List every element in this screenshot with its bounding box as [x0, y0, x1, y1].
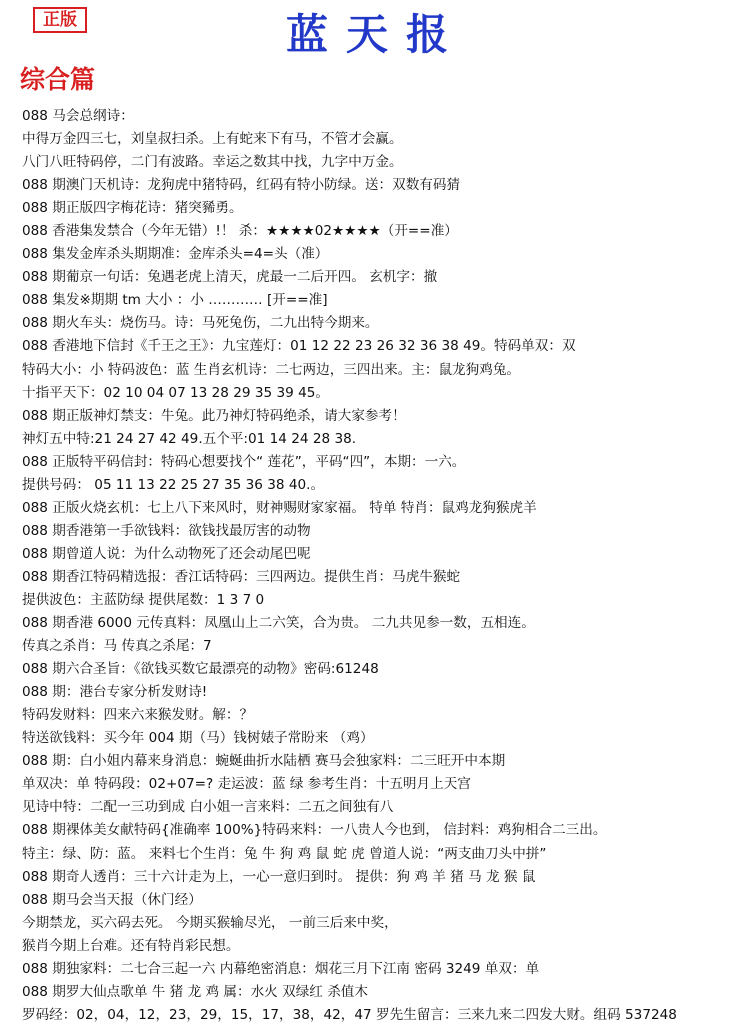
text-line: 088 期奇人透肖：三十六计走为上，一心一意归到时。 提供：狗 鸡 羊 猪 马 龙 猴 鼠	[22, 868, 536, 885]
text-line: 088 集发※期期 tm 大小 ：小 ………… [开==准]	[22, 292, 328, 309]
text-line: 088 期葡京一句话：兔遇老虎上清天，虎最一二后开四。 玄机字：撤	[22, 269, 438, 286]
text-line: 088 期火车头：烧伤马。诗：马死兔伤，二九出特今期来。	[22, 315, 379, 332]
text-line: 088 期曾道人说：为什么动物死了还会动尾巴呢	[22, 545, 311, 562]
text-line: 单双决：单 特码段：02+07=? 走运波：蓝 绿 参考生肖：十五明月上天宫	[22, 776, 471, 793]
text-line: 提供号码： 05 11 13 22 25 27 35 36 38 40.。	[22, 476, 325, 493]
text-line: 088 期裸体美女献特码{准确率 100%}特码来料：一八贵人今也到， 信封料：鸡狗相合二三出。	[22, 822, 607, 839]
text-line: 今期禁龙，买六码去死。 今期买猴输尽光， 一前三后来中奖，	[22, 914, 398, 931]
text-line: 088 正版特平码信封：特码心想要找个“ 莲花”，平码“四”，本期：一六。	[22, 453, 466, 470]
text-line: 088 期香港 6000 元传真料：凤凰山上二六笑，合为贵。 二九共见参一数，五相连。	[22, 615, 535, 632]
text-line: 088 期独家料：二七合三起一六 内幕绝密消息：烟花三月下江南 密码 3249 单双：单	[22, 960, 540, 977]
text-line: 088 期：白小姐内幕来身消息：蜿蜒曲折水陆栖 赛马会独家料：二三旺开中本期	[22, 753, 506, 770]
document-body	[22, 105, 728, 1027]
text-line: 提供波色：主蓝防绿 提供尾数：1 3 7 0	[22, 591, 265, 608]
text-line: 猴肖今期上台难。还有特肖彩民想。	[22, 937, 240, 954]
text-line: 088 正版火烧玄机：七上八下来风时，财神赐财家家福。 特单 特肖：鼠鸡龙狗猴虎羊	[22, 499, 537, 516]
text-line: 八门八旺特码停，二门有波路。幸运之数其中找，九字中万金。	[22, 154, 403, 171]
text-line: 神灯五中特:21 24 27 42 49.五个平:01 14 24 28 38.	[22, 430, 357, 447]
text-line: 特送欲钱料：买今年 004 期（马）钱树婊子常盼来 （鸡）	[22, 730, 374, 747]
text-line: 特主：绿、防：蓝。 来料七个生肖：兔 牛 狗 鸡 鼠 蛇 虎 曾道人说：“两支曲刀头中拼”	[22, 845, 547, 862]
text-line: 特码发财料：四来六来猴发财。解：？	[22, 707, 254, 724]
text-line: 088 马会总纲诗：	[22, 108, 134, 124]
text-line: 088 集发金库杀头期期准：金库杀头=4=头（准）	[22, 246, 329, 263]
text-line: 088 期澳门天机诗：龙狗虎中猪特码，红码有特小防绿。送：双数有码猜	[22, 177, 461, 194]
section-title: 综合篇	[20, 65, 96, 94]
text-line: 088 期正版四字梅花诗：猪突豨勇。	[22, 200, 243, 217]
text-line: 088 香港集发禁合（今年无错）!！ 杀：★★★★02★★★★（开==准）	[22, 223, 458, 240]
text-line: 088 期：港台专家分析发财诗!	[22, 684, 208, 701]
text-line: 088 期香江特码精选报：香江话特码：三四两边。提供生肖：马虎牛猴蛇	[22, 568, 461, 585]
text-line: 特码大小：小 特码波色：蓝 生肖玄机诗：二七两边，三四出来。主：鼠龙狗鸡兔。	[22, 361, 521, 378]
text-line: 见诗中特：二配一三功到成 白小姐一言来料：二五之间独有八	[22, 799, 394, 816]
text-line: 传真之杀肖：马 传真之杀尾：7	[22, 638, 212, 655]
text-line: 中得万金四三七，刘皇叔扫杀。上有蛇来下有马，不管才会赢。	[22, 131, 403, 148]
text-line: 罗码经：02，04，12，23，29，15，17，38，42，47 罗先生留言：三来九来二四发大财。组码 537248	[22, 1006, 677, 1023]
text-line: 088 期罗大仙点歌单 牛 猪 龙 鸡 属：水火 双绿红 杀值木	[22, 983, 368, 1000]
text-line: 088 期正版神灯禁支：牛兔。此乃神灯特码绝杀，请大家参考！	[22, 407, 406, 424]
page-title: 蓝天报	[285, 10, 466, 59]
authentic-badge: 正版	[33, 7, 87, 33]
text-line: 088 香港地下信封《千王之王》：九宝莲灯：01 12 22 23 26 32 36 38 49。特码单双：双	[22, 338, 576, 355]
text-line: 088 期六合圣旨：《欲钱买数它最漂亮的动物》密码:61248	[22, 661, 379, 678]
text-line: 十指平天下：02 10 04 07 13 28 29 35 39 45。	[22, 384, 330, 401]
text-line: 088 期香港第一手欲钱料：欲钱找最厉害的动物	[22, 522, 311, 539]
text-line: 088 期马会当天报（休门经）	[22, 891, 202, 908]
